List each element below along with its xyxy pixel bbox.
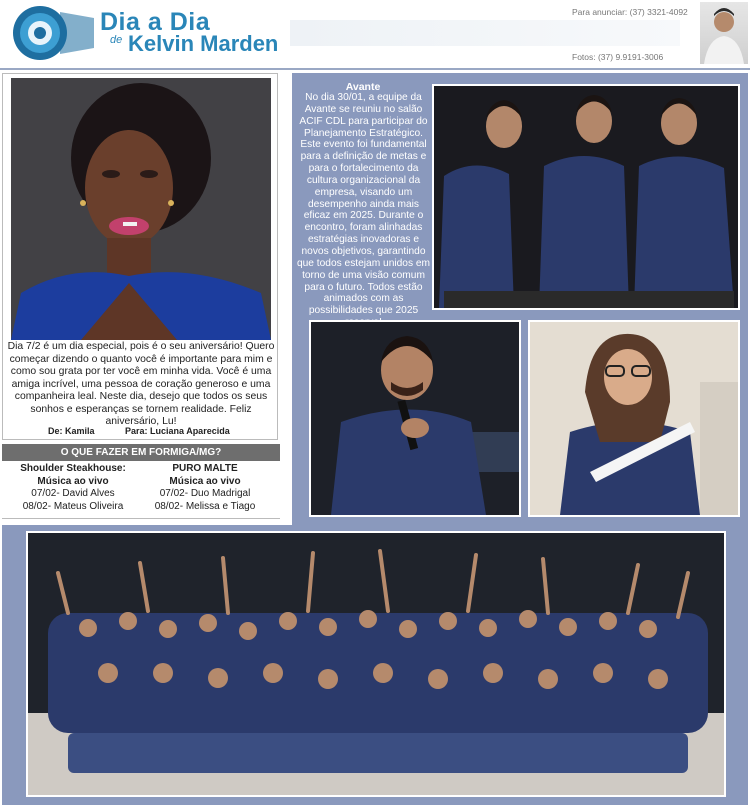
- column-title: Dia a Dia: [100, 8, 211, 36]
- birthday-photo: [11, 78, 271, 340]
- three-men-photo: [432, 84, 740, 310]
- venue-name: PURO MALTE: [172, 463, 238, 474]
- page-header: [0, 0, 750, 68]
- venue-event: 08/02- Melissa e Tiago: [154, 500, 256, 512]
- speaker-photo: [309, 320, 521, 517]
- venue-music: Música ao vivo: [37, 475, 109, 487]
- avante-title: Avante: [345, 81, 381, 93]
- birthday-card: [2, 73, 278, 440]
- events-divider: [2, 518, 280, 519]
- column-title-de: de: [110, 34, 123, 46]
- columnist-name: Kelvin Marden: [128, 31, 279, 56]
- venue-name: Shoulder Steakhouse:: [20, 463, 126, 474]
- advertising-phone: Para anunciar: (37) 3321-4092: [572, 7, 688, 17]
- birthday-message: Dia 7/2 é um dia especial, pois é o seu aniversário! Quero começar dizendo o quanto você é importante para mim e como sou grata por ter você em minha vida. Você é uma amiga incrível, uma pessoa de coração generoso e uma companheira leal. Neste dia, desejo que todos os seus sonhos e esperanças se tornem realidade. Feliz aniversário, Lu!: [7, 341, 275, 427]
- woman-photo: [528, 320, 740, 517]
- venue-event: 08/02- Mateus Oliveira: [22, 500, 124, 512]
- header-bar: [290, 20, 680, 46]
- avante-article: No dia 30/01, a equipe da Avante se reuniu no salão ACIF CDL para participar do Planejamento Estratégico. Este evento foi fundamental para a definição de metas e para o fortalecimento da cultura organizacional da empresa, visando um desempenho ainda mais eficaz em 2025. Durante o encontro, foram alinhadas estratégias inovadoras e novos objetivos, garantindo que todos estejam unidos em torno de uma visão comum para o futuro. Todos estão animados com as possibilidades que 2025: [296, 92, 431, 317]
- columnist-portrait: [700, 2, 748, 64]
- venue-puro-malte: [138, 463, 272, 513]
- camera-lens-logo: [10, 4, 94, 62]
- header-divider: [0, 68, 750, 70]
- venue-shoulder: [6, 463, 140, 513]
- venue-event: 07/02- Duo Madrigal: [159, 488, 251, 499]
- venue-event: 07/02- David Alves: [31, 488, 115, 499]
- venue-music: Música ao vivo: [169, 475, 241, 487]
- group-photo: [26, 531, 726, 797]
- photos-phone: Fotos: (37) 9.9191-3006: [572, 52, 664, 62]
- events-heading: O QUE FAZER EM FORMIGA/MG?: [2, 444, 280, 461]
- birthday-to: Para: Luciana Aparecida: [125, 426, 230, 436]
- birthday-from: De: Kamila: [48, 426, 95, 436]
